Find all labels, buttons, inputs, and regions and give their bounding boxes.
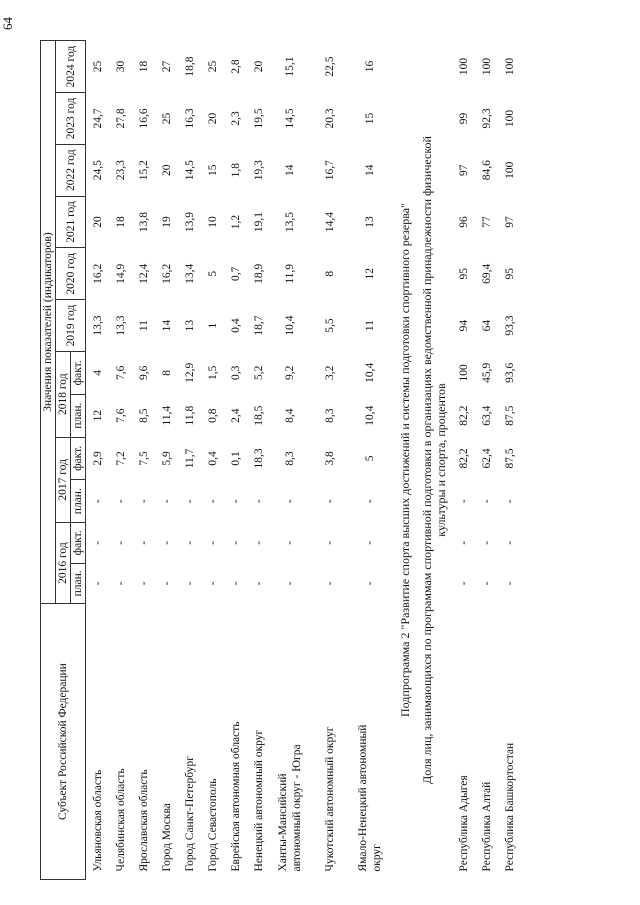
value-cell: 11	[364, 320, 376, 332]
value-cell: -	[324, 499, 336, 504]
value-cell: 77	[480, 216, 493, 228]
value-cell: -	[229, 540, 242, 545]
value-cell: 7,2	[114, 451, 127, 466]
value-cell: 11,4	[160, 405, 173, 426]
value-cell: 25	[206, 60, 219, 73]
value-cell: 20	[91, 216, 104, 228]
value-cell: 19,1	[252, 211, 265, 233]
value-cell: 18,5	[252, 405, 265, 426]
subject-name-line1: Ямало-Ненецкий автономный	[357, 724, 369, 872]
value-cell: 2,9	[91, 451, 104, 466]
value-cell: 84,6	[480, 160, 493, 181]
value-cell: 9,2	[284, 365, 296, 381]
value-cell: -	[364, 540, 376, 545]
subject-name-cell	[350, 604, 390, 880]
value-cell: 12	[364, 268, 376, 280]
page-number-wrap	[0, 0, 20, 455]
value-cell: 18	[114, 216, 127, 228]
value-cell: 16,2	[91, 263, 104, 284]
table-row	[178, 41, 201, 880]
value-cell: 18,9	[252, 263, 265, 284]
value-cell: 12,9	[183, 362, 196, 383]
value-cell: 10,4	[364, 405, 376, 426]
value-cell: 25	[160, 112, 173, 125]
value-cell: 0,7	[229, 266, 242, 281]
value-cell: 13,4	[183, 263, 196, 284]
value-cell: 5	[364, 455, 376, 462]
value-cell: -	[457, 540, 470, 545]
value-cell: 93,6	[503, 362, 516, 383]
value-cell: 95	[503, 268, 516, 280]
value-cell: 16,3	[183, 108, 196, 129]
table-row	[155, 41, 178, 880]
table-row	[109, 41, 132, 880]
table-row	[224, 41, 247, 880]
value-cell: -	[160, 581, 173, 586]
value-cell: -	[206, 581, 219, 586]
value-cell: -	[252, 540, 265, 545]
value-cell: 24,5	[91, 160, 104, 181]
value-cell: -	[183, 540, 196, 545]
value-cell: 16,7	[324, 160, 336, 181]
value-cell: 5,9	[160, 451, 173, 466]
year-2024-header: 2024 год	[56, 41, 86, 93]
value-cell: 2,8	[229, 59, 242, 74]
table-body-b	[270, 41, 390, 880]
value-cell: 27,8	[114, 108, 127, 129]
value-cell: 14	[364, 164, 376, 176]
value-cell: 11,8	[183, 405, 196, 426]
value-cell: 100	[503, 57, 516, 76]
value-cell: 16	[364, 60, 376, 73]
value-cell: 2,3	[229, 111, 242, 126]
value-cell: 22,5	[324, 56, 336, 77]
value-cell: 13,3	[114, 315, 127, 336]
table-row	[201, 41, 224, 880]
subject-name-line2: автономный округ - Югра	[291, 744, 303, 872]
table-row	[452, 41, 475, 880]
value-cell: -	[324, 540, 336, 545]
table-row	[86, 41, 110, 880]
value-cell: 19	[160, 216, 173, 228]
value-cell: -	[364, 499, 376, 504]
value-cell: 13,8	[137, 211, 150, 233]
value-cell: 5,2	[252, 365, 265, 381]
value-cell: 62,4	[480, 448, 493, 469]
value-cell: -	[457, 499, 470, 504]
fact-header: факт.	[71, 351, 86, 394]
subject-name-cell: Республика Адыгея	[457, 775, 470, 872]
table-row	[132, 41, 155, 880]
value-cell: 95	[457, 268, 470, 280]
value-cell: 11,9	[284, 263, 296, 284]
value-cell: 20,3	[324, 108, 336, 129]
value-cell: 5	[206, 270, 219, 277]
value-cell: 100	[457, 57, 470, 76]
value-cell: -	[503, 581, 516, 586]
value-cell: 13	[364, 216, 376, 228]
subprogram-title: Подпрограмма 2 "Развитие спорта высших достижений и системы подготовки спортивного резерва"	[398, 203, 412, 718]
value-cell: 14	[160, 319, 173, 332]
value-cell: 0,1	[229, 451, 242, 466]
value-cell: 100	[457, 364, 470, 382]
value-cell: -	[183, 581, 196, 586]
value-cell: 15,2	[137, 160, 150, 181]
value-cell: 87,5	[503, 448, 516, 469]
value-cell: 11	[137, 320, 150, 332]
value-cell: 92,3	[480, 108, 493, 129]
value-cell: -	[91, 581, 104, 586]
year-2023-header: 2023 год	[56, 93, 86, 145]
value-cell: -	[229, 499, 242, 504]
year-2018-header: 2018 год	[56, 351, 71, 437]
value-cell: -	[137, 499, 150, 504]
value-cell: 4	[91, 369, 104, 376]
value-cell: -	[503, 540, 516, 545]
subject-name-line1: Ханты-Мансийский	[277, 773, 289, 872]
value-cell: -	[160, 499, 173, 504]
value-cell: 10,4	[284, 315, 296, 336]
table-row	[475, 41, 498, 880]
value-cell: 1,5	[206, 365, 219, 381]
value-cell: -	[91, 540, 104, 545]
value-cell: -	[480, 581, 493, 586]
indicator-title-line2: культуры и спорта, процентов	[434, 383, 448, 537]
value-cell: 13,5	[284, 211, 296, 233]
value-cell: 0,8	[206, 408, 219, 423]
value-cell: -	[206, 540, 219, 545]
subject-name-line1: Чукотский автономный округ	[324, 726, 336, 872]
value-cell: 15,1	[284, 56, 296, 77]
value-cell: 2,4	[229, 408, 242, 423]
value-cell: 0,4	[206, 451, 219, 466]
value-cell: 8	[324, 270, 336, 277]
value-cell: 13,9	[183, 211, 196, 233]
value-cell: 69,4	[480, 263, 493, 284]
value-cell: 100	[503, 161, 516, 179]
value-cell: 97	[457, 164, 470, 176]
table-row	[270, 41, 310, 880]
subject-name-cell	[310, 604, 350, 880]
value-cell: -	[229, 581, 242, 586]
document-id	[0, 826, 1, 870]
value-cell: 11,7	[183, 448, 196, 469]
value-cell: 25	[91, 60, 104, 73]
value-cell: 18	[137, 60, 150, 73]
value-cell: 20	[252, 60, 265, 73]
value-cell: 14,5	[284, 108, 296, 129]
value-cell: -	[91, 499, 104, 504]
value-cell: -	[284, 540, 296, 545]
fact-header: факт.	[71, 523, 86, 564]
value-cell: 99	[457, 112, 470, 125]
value-cell: 7,6	[114, 408, 127, 423]
value-cell: 9,6	[137, 365, 150, 381]
value-cell: -	[183, 499, 196, 504]
subject-name-cell: Челябинская область	[114, 768, 127, 872]
value-cell: 14,9	[114, 263, 127, 284]
plan-header: план.	[71, 480, 86, 523]
value-cell: -	[324, 581, 336, 586]
value-cell: 14,5	[183, 160, 196, 181]
value-cell: 1	[206, 322, 219, 329]
value-cell: -	[160, 540, 173, 545]
value-cell: 7,5	[137, 451, 150, 466]
value-cell: -	[480, 540, 493, 545]
subject-name-cell: Город Севастополь	[206, 778, 219, 872]
value-cell: 8	[160, 369, 173, 376]
value-cell: 27	[160, 60, 173, 73]
value-cell: -	[114, 581, 127, 586]
subject-name-cell: Ненецкий автономный округ	[252, 729, 265, 872]
value-cell: 20	[206, 112, 219, 125]
subject-column-header: Субъект Российской Федерации	[41, 604, 86, 880]
value-cell: 87,5	[503, 405, 516, 426]
subject-name-cell: Еврейская автономная область	[229, 721, 242, 872]
value-cell: -	[503, 499, 516, 504]
year-2021-header: 2021 год	[56, 196, 86, 248]
subject-name-cell: Ульяновская область	[91, 769, 104, 872]
value-cell: 94	[457, 319, 470, 332]
value-cell: 18,8	[183, 56, 196, 77]
fact-header: факт.	[71, 437, 86, 480]
indicators-group-header: Значения показателей (индикаторов)	[41, 41, 56, 604]
table-row	[498, 41, 521, 880]
value-cell: 1,8	[229, 163, 242, 178]
value-cell: -	[206, 499, 219, 504]
year-2022-header: 2022 год	[56, 144, 86, 196]
value-cell: 82,2	[457, 448, 470, 469]
value-cell: 12	[91, 409, 104, 422]
value-cell: 63,4	[480, 405, 493, 426]
value-cell: 8,3	[284, 451, 296, 466]
table-row	[247, 41, 270, 880]
year-2016-header: 2016 год	[56, 523, 71, 604]
value-cell: -	[284, 581, 296, 586]
value-cell: 18,7	[252, 315, 265, 336]
year-2017-header: 2017 год	[56, 437, 71, 523]
subject-name-cell	[270, 604, 310, 880]
value-cell: 3,8	[324, 451, 336, 466]
value-cell: 18,3	[252, 448, 265, 469]
value-cell: 20	[160, 164, 173, 176]
value-cell: -	[252, 581, 265, 586]
value-cell: 96	[457, 216, 470, 228]
value-cell: 14,4	[324, 211, 336, 233]
subject-name-cell: Город Санкт-Петербург	[183, 756, 196, 872]
value-cell: 82,2	[457, 405, 470, 426]
value-cell: 7,6	[114, 365, 127, 381]
value-cell: 23,3	[114, 160, 127, 181]
plan-header: план.	[71, 563, 86, 604]
value-cell: 15	[364, 112, 376, 125]
subject-name-cell: Ярославская область	[137, 769, 150, 872]
value-cell: 3,2	[324, 365, 336, 381]
value-cell: 8,4	[284, 408, 296, 423]
rotated-page	[40, 40, 640, 880]
value-cell: -	[137, 540, 150, 545]
value-cell: 100	[480, 57, 493, 76]
value-cell: 16,6	[137, 108, 150, 129]
indicator-table	[40, 40, 521, 880]
subject-name-line2: округ	[371, 844, 383, 872]
value-cell: 0,3	[229, 365, 242, 381]
year-2020-header: 2020 год	[56, 248, 86, 300]
value-cell: 15	[206, 164, 219, 176]
table-header	[41, 41, 86, 880]
value-cell: 13,3	[91, 315, 104, 336]
value-cell: -	[284, 499, 296, 504]
value-cell: 24,7	[91, 108, 104, 129]
value-cell: -	[137, 581, 150, 586]
subject-name-cell: Республика Башкортостан	[503, 742, 516, 872]
value-cell: 0,4	[229, 318, 242, 333]
value-cell: -	[252, 499, 265, 504]
value-cell: 5,5	[324, 318, 336, 333]
value-cell: -	[457, 581, 470, 586]
value-cell: -	[480, 499, 493, 504]
value-cell: 1,2	[229, 214, 242, 230]
value-cell: 16,2	[160, 263, 173, 284]
value-cell: 19,3	[252, 160, 265, 181]
table-row	[350, 41, 390, 880]
value-cell: 8,5	[137, 408, 150, 423]
value-cell: 45,9	[480, 362, 493, 383]
value-cell: 100	[503, 109, 516, 128]
value-cell: 12,4	[137, 263, 150, 284]
value-cell: -	[364, 581, 376, 586]
value-cell: 10,4	[364, 362, 376, 383]
value-cell: 14	[284, 164, 296, 176]
table-row	[310, 41, 350, 880]
page-number: 64	[0, 17, 15, 30]
indicator-title-line1: Доля лиц, занимающихся по программам спортивной подготовки в организациях ведомственной принадлежности физической	[420, 136, 434, 784]
value-cell: 13	[183, 319, 196, 332]
value-cell: -	[114, 499, 127, 504]
plan-header: план.	[71, 394, 86, 437]
value-cell: 93,3	[503, 315, 516, 336]
indicator-title	[416, 41, 452, 880]
table-body-c	[452, 41, 521, 880]
value-cell: 64	[480, 319, 493, 332]
year-2019-header: 2019 год	[56, 300, 86, 352]
value-cell: 8,3	[324, 408, 336, 423]
section-headings	[390, 41, 452, 880]
subject-name-cell: Республика Алтай	[480, 781, 493, 872]
value-cell: 30	[114, 60, 127, 73]
value-cell: -	[114, 540, 127, 545]
value-cell: 97	[503, 216, 516, 228]
value-cell: 10	[206, 216, 219, 228]
table-body-a	[86, 41, 271, 880]
subject-name-cell: Город Москва	[160, 803, 173, 872]
value-cell: 19,5	[252, 108, 265, 129]
